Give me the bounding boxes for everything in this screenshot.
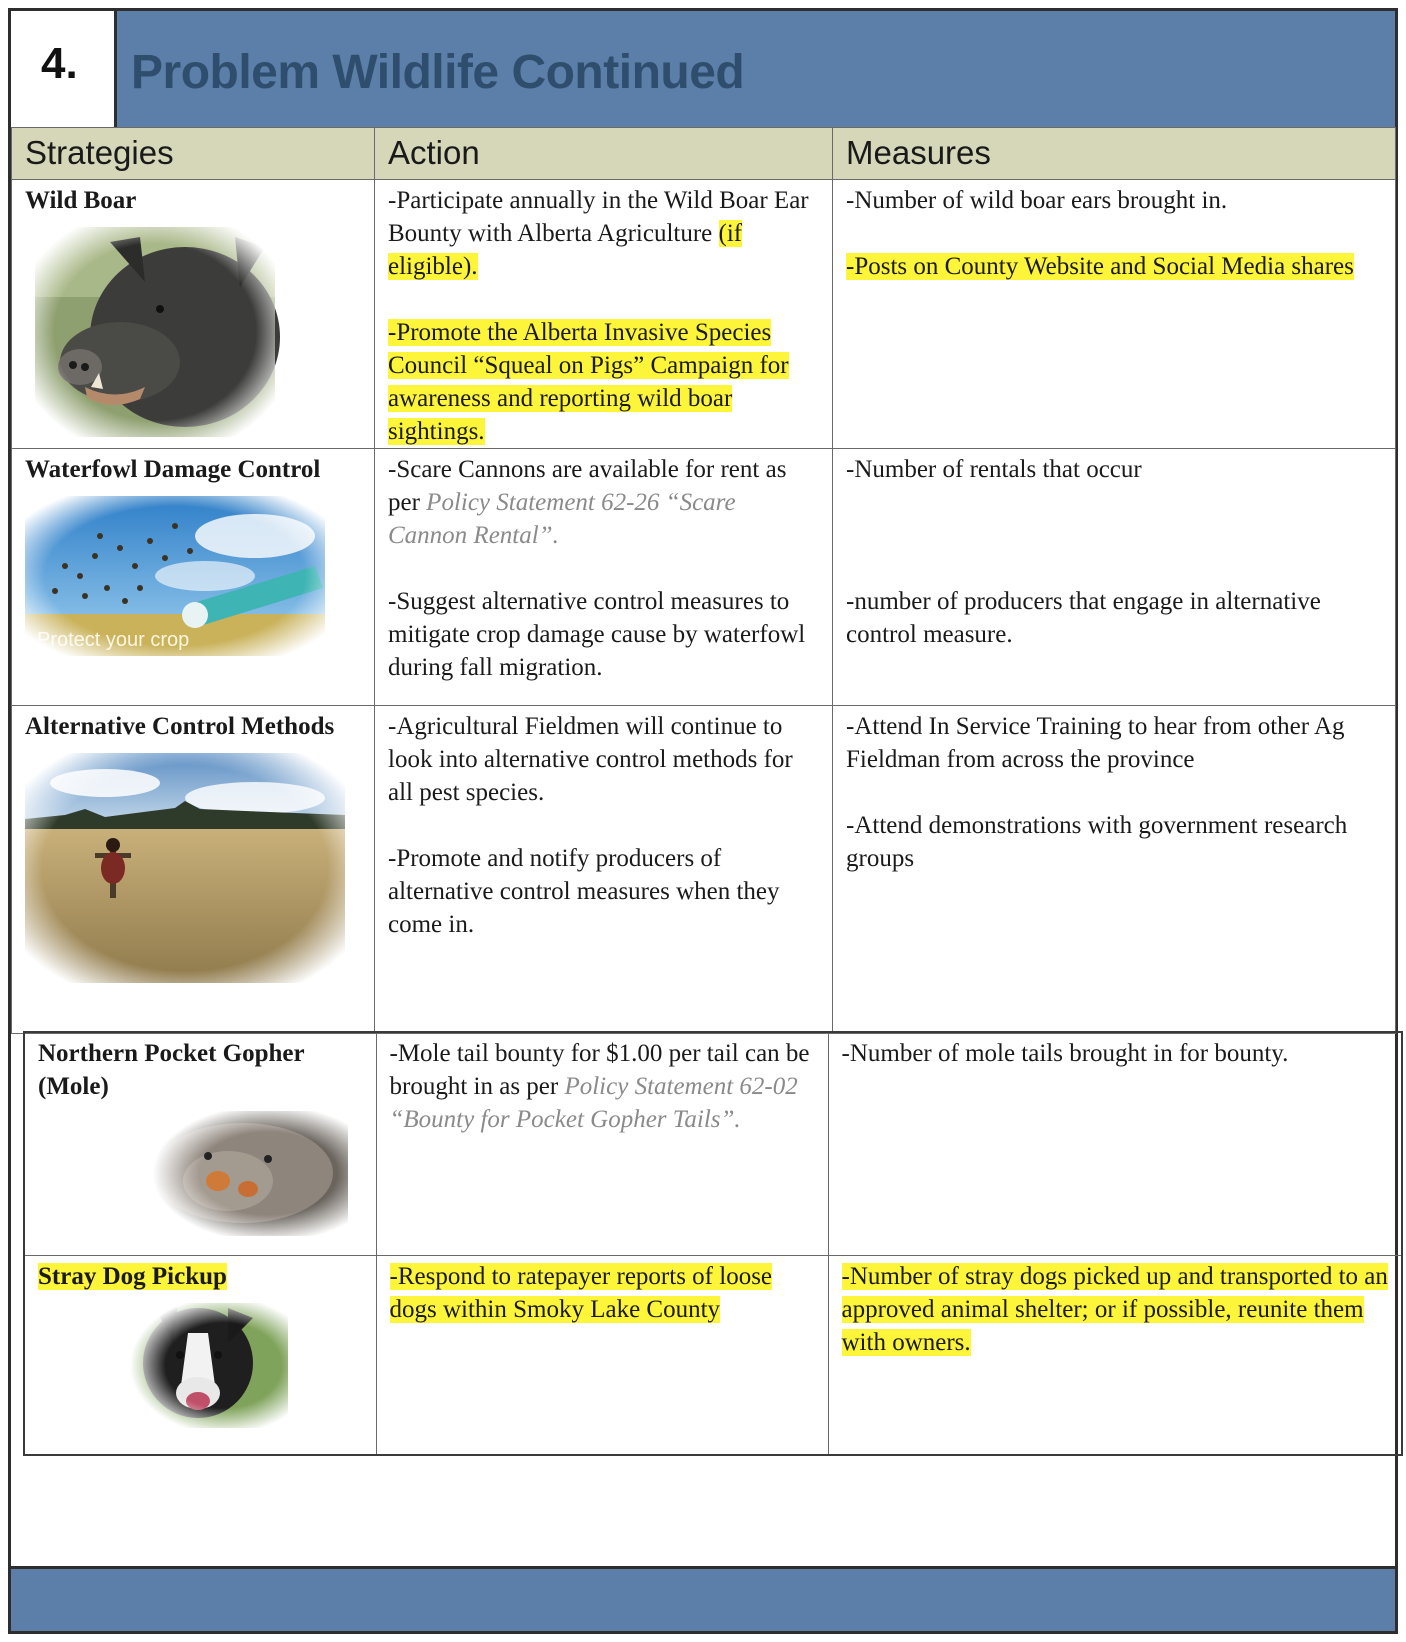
action-cell (375, 706, 833, 1034)
table-header-row (12, 128, 1396, 180)
table-row-alternative-control (12, 706, 1396, 1034)
strategy-cell (24, 1255, 376, 1455)
section-number-box (11, 11, 117, 129)
strategy-label: Stray Dog Pickup (38, 1262, 227, 1290)
footer-band (11, 1566, 1395, 1631)
action-text: -Promote and notify producers of alternative control measures when they come in. (388, 845, 780, 938)
column-header-measures: Measures (833, 128, 1396, 180)
action-text: -Participate annually in the Wild Boar Ear Bounty with Alberta Agriculture (388, 187, 809, 247)
strategies-table-continued (23, 1031, 1403, 1456)
table-row-stray-dog (24, 1255, 1402, 1455)
action-cell (375, 180, 833, 449)
measures-cell (833, 706, 1396, 1034)
measure-text: -Attend In Service Training to hear from other Ag Fieldman from across the province (846, 713, 1345, 773)
field-scarecrow-image (25, 753, 345, 983)
policy-reference: Policy Statement 62-02 “Bounty for Pocket Gopher Tails”. (389, 1073, 798, 1133)
measures-cell (833, 449, 1396, 706)
measures-cell (828, 1032, 1402, 1255)
measures-cell (833, 180, 1396, 449)
strategies-table (11, 127, 1396, 1034)
table-row-pocket-gopher (24, 1032, 1402, 1255)
highlighted-text: -Posts on County Website and Social Media shares (846, 253, 1354, 280)
strategy-label: Waterfowl Damage Control (25, 456, 321, 483)
measures-cell (828, 1255, 1402, 1455)
column-header-strategies: Strategies (12, 128, 375, 180)
table-row-waterfowl (12, 449, 1396, 706)
pocket-gopher-image (38, 1111, 358, 1236)
highlighted-text: (if eligible). (388, 220, 743, 280)
action-text: -Suggest alternative control measures to mitigate crop damage cause by waterfowl during fall migration. (388, 588, 806, 681)
action-cell (375, 449, 833, 706)
strategy-cell (12, 449, 375, 706)
action-text: -Mole tail bounty for $1.00 per tail can be brought in as per (389, 1040, 810, 1100)
measure-text: -Number of mole tails brought in for bounty. (841, 1040, 1289, 1067)
strategy-cell (12, 180, 375, 449)
strategy-label: Wild Boar (25, 187, 137, 214)
measure-text: -Attend demonstrations with government research groups (846, 812, 1348, 872)
highlighted-text: -Respond to ratepayer reports of loose dogs within Smoky Lake County (389, 1262, 773, 1323)
highlighted-text: -Promote the Alberta Invasive Species Council “Squeal on Pigs” Campaign for awareness and reporting wild boar sightings. (388, 319, 789, 445)
section-title: Problem Wildlife Continued (131, 46, 745, 99)
strategy-cell (24, 1032, 376, 1255)
stray-dog-image (38, 1303, 298, 1428)
strategy-label: Northern Pocket Gopher (Mole) (38, 1040, 305, 1100)
action-text: -Agricultural Fieldmen will continue to look into alternative control methods for all pest species. (388, 713, 793, 806)
action-cell (376, 1032, 828, 1255)
document-page (8, 8, 1398, 1634)
measure-text: -number of producers that engage in alternative control measure. (846, 588, 1321, 648)
table-row-wild-boar (12, 180, 1396, 449)
action-cell (376, 1255, 828, 1455)
section-number: 4. (41, 39, 78, 88)
highlighted-text: -Number of stray dogs picked up and transported to an approved animal shelter; or if possible, reunite them with owners. (841, 1262, 1388, 1356)
section-header (11, 11, 1395, 129)
policy-reference: Policy Statement 62-26 “Scare Cannon Rental”. (388, 489, 736, 549)
action-text: -Scare Cannons are available for rent as per (388, 456, 787, 516)
column-header-action: Action (375, 128, 833, 180)
measure-text: -Number of wild boar ears brought in. (846, 187, 1228, 214)
strategy-cell (12, 706, 375, 1034)
wild-boar-image (25, 227, 285, 437)
measure-text: -Number of rentals that occur (846, 456, 1142, 483)
waterfowl-image (25, 496, 325, 656)
strategy-label: Alternative Control Methods (25, 713, 335, 740)
